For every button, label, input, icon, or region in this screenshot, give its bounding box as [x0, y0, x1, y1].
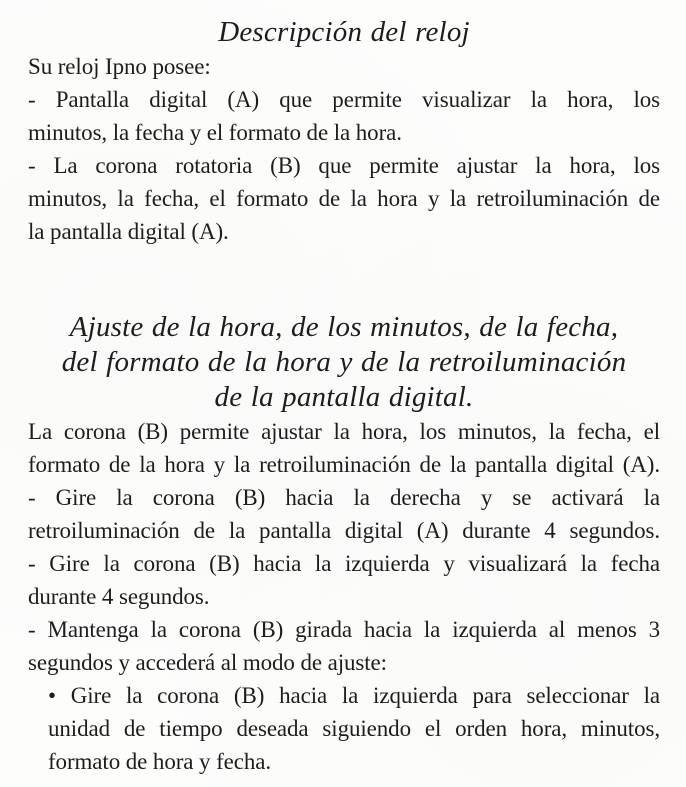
text-line: formato de la hora y la retroiluminación de la pantalla digital (A). [28, 452, 660, 477]
heading-line: del formato de la hora y de la retroiluminación [61, 346, 627, 378]
text-line: - Mantenga la corona (B) girada hacia la izquierda al menos 3 [28, 617, 660, 642]
heading-line: Ajuste de la hora, de los minutos, de la fecha, [69, 311, 619, 343]
text-line: minutos, la fecha, el formato de la hora y la retroiluminación de [28, 186, 660, 211]
page-title-text: Descripción del reloj [218, 16, 470, 48]
text-line: - Gire la corona (B) hacia la derecha y se activará la [28, 485, 660, 510]
text-line: Su reloj Ipno posee: [28, 54, 211, 79]
text-line: la pantalla digital (A). [28, 219, 229, 244]
text-line: • Gire la corona (B) hacia la izquierda para seleccionar la [48, 683, 660, 708]
section-heading [28, 310, 660, 415]
text-line: - Gire la corona (B) hacia la izquierda y visualizará la fecha [28, 551, 660, 576]
text-line: - La corona rotatoria (B) que permite ajustar la hora, los [28, 153, 660, 178]
section-body [28, 415, 660, 778]
text-line: - Pantalla digital (A) que permite visualizar la hora, los [28, 87, 660, 112]
text-line: retroiluminación de la pantalla digital (A) durante 4 segundos. [28, 518, 660, 543]
text-line: La corona (B) permite ajustar la hora, los minutos, la fecha, el [28, 419, 660, 444]
section-ajuste [28, 310, 660, 778]
text-line: segundos y accederá al modo de ajuste: [28, 650, 387, 675]
section-descripcion [28, 14, 660, 248]
page-title [28, 14, 660, 50]
heading-line: de la pantalla digital. [214, 381, 474, 413]
text-line: durante 4 segundos. [28, 584, 210, 609]
section-body [28, 50, 660, 248]
text-line: minutos, la fecha y el formato de la hora. [28, 120, 402, 145]
text-line: unidad de tiempo deseada siguiendo el orden hora, minutos, [48, 716, 660, 741]
text-line: formato de hora y fecha. [48, 749, 272, 774]
